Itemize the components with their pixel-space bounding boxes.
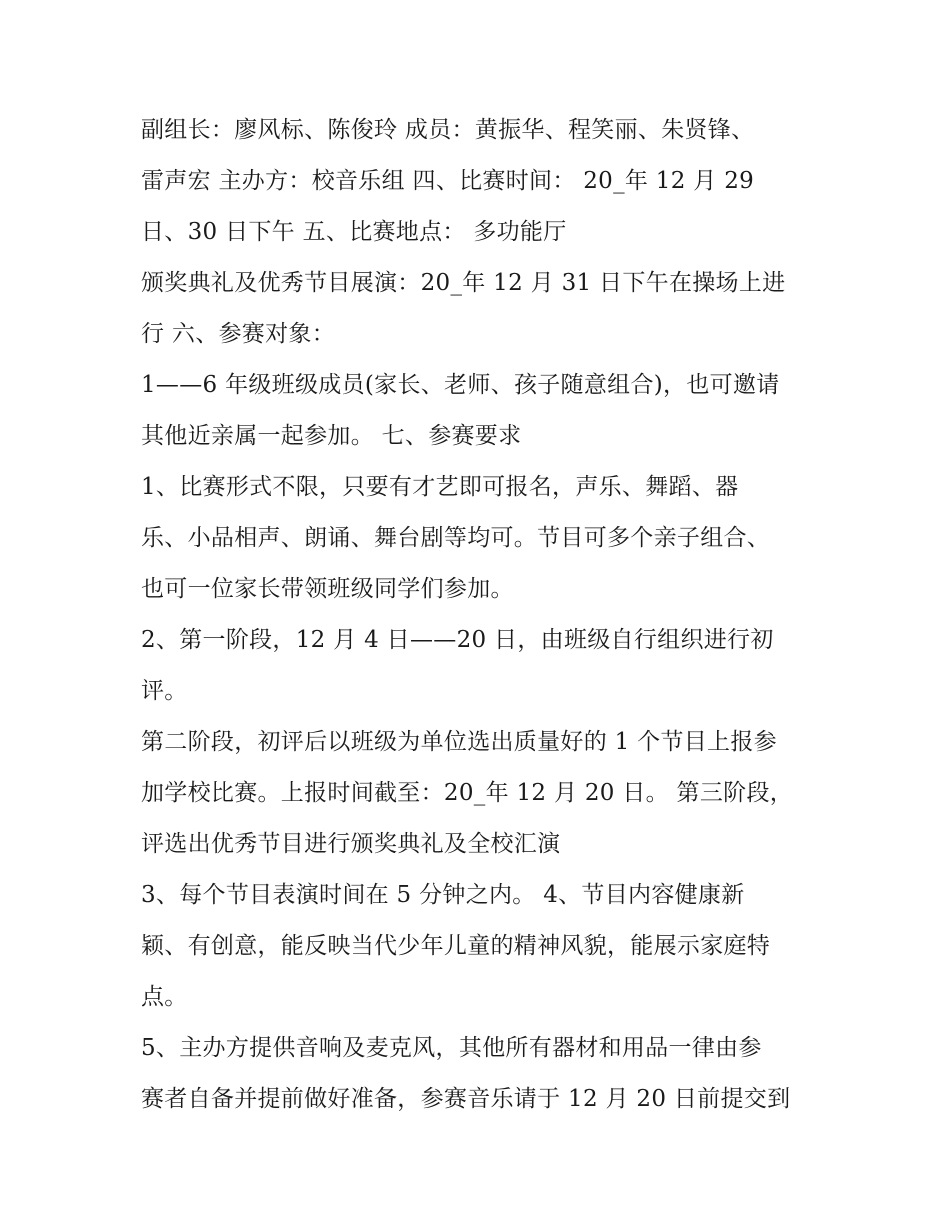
text-line: 5、主办方提供音响及麦克风，其他所有器材和用品一律由参	[141, 1035, 762, 1061]
text-line: 也可一位家长带领班级同学们参加。	[141, 576, 514, 602]
text-line: 2、第一阶段，12 月 4 日——20 日，由班级自行组织进行初	[141, 627, 774, 653]
text-line: 点。	[141, 984, 188, 1010]
text-line: 乐、小品相声、朗诵、舞台剧等均可。节目可多个亲子组合、	[141, 525, 771, 551]
text-line: 颁奖典礼及优秀节目展演：20_年 12 月 31 日下午在操场上进	[141, 270, 786, 296]
text-line: 行 六、参赛对象：	[141, 321, 336, 347]
text-line: 评。	[141, 678, 188, 704]
text-line: 1、比赛形式不限，只要有才艺即可报名，声乐、舞蹈、器	[141, 474, 739, 500]
document-body	[141, 105, 821, 1125]
text-line: 雷声宏 主办方：校音乐组 四、比赛时间： 20_年 12 月 29	[141, 168, 755, 194]
text-line: 评选出优秀节目进行颁奖典礼及全校汇演	[141, 831, 561, 857]
text-line: 1——6 年级班级成员(家长、老师、孩子随意组合)，也可邀请	[141, 372, 780, 398]
text-line: 第二阶段，初评后以班级为单位选出质量好的 1 个节目上报参	[141, 729, 777, 755]
text-line: 赛者自备并提前做好准备，参赛音乐请于 12 月 20 日前提交到	[141, 1086, 791, 1112]
text-line: 3、每个节目表演时间在 5 分钟之内。 4、节目内容健康新	[141, 882, 745, 908]
text-line: 日、30 日下午 五、比赛地点： 多功能厅	[141, 219, 567, 245]
text-line: 副组长：廖风标、陈俊玲 成员：黄振华、程笑丽、朱贤锋、	[141, 117, 755, 143]
text-line: 颖、有创意，能反映当代少年儿童的精神风貌，能展示家庭特	[141, 933, 771, 959]
text-line: 加学校比赛。上报时间截至：20_年 12 月 20 日。 第三阶段，	[141, 780, 794, 806]
text-line: 其他近亲属一起参加。 七、参赛要求	[141, 423, 522, 449]
